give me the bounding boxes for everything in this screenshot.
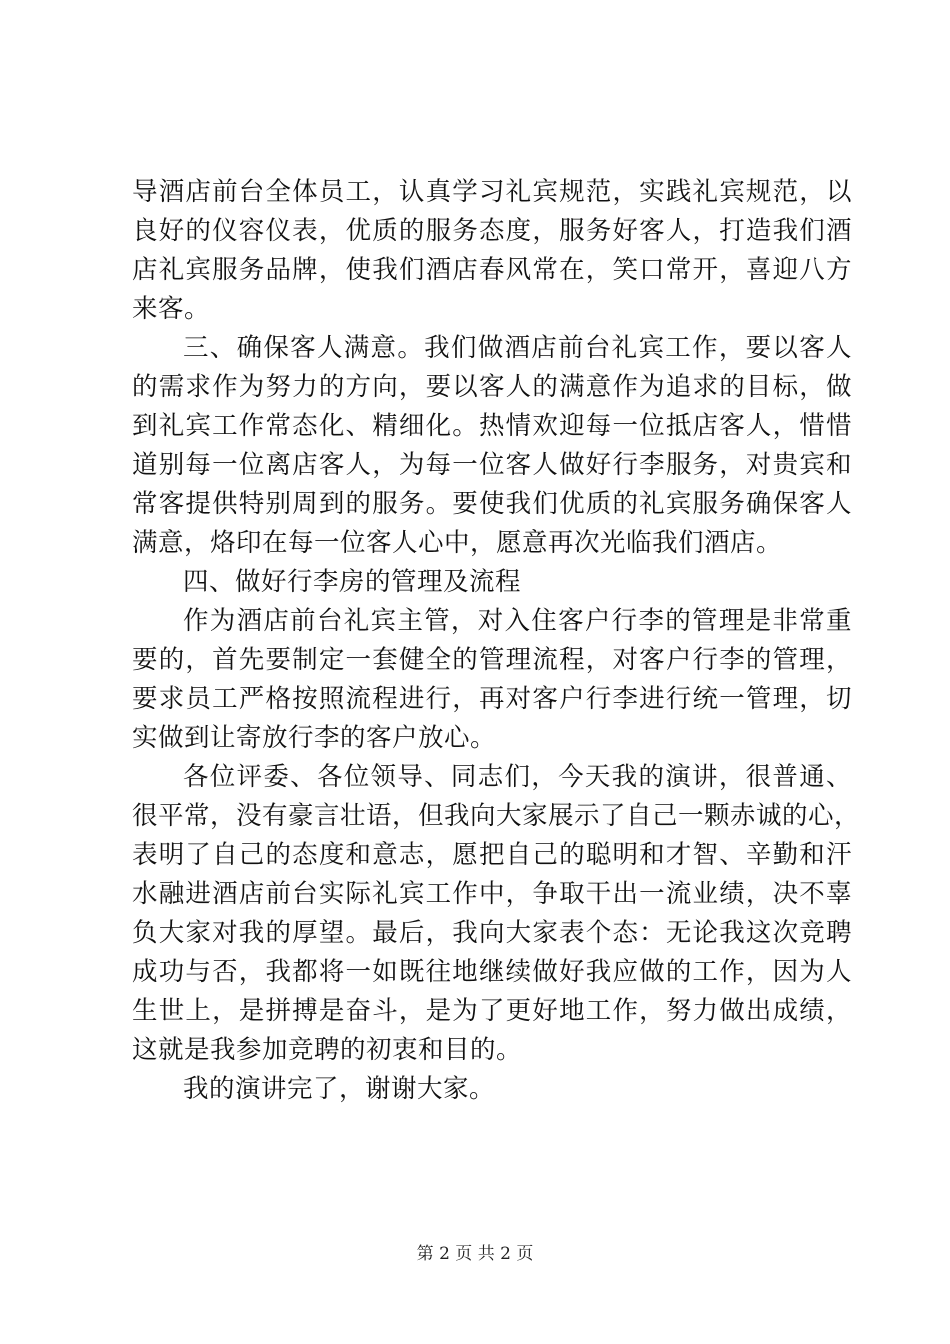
- text-line: 的需求作为努力的方向，要以客人的满意作为追求的目标，做: [132, 372, 852, 402]
- section-heading: 四、做好行李房的管理及流程: [183, 567, 522, 597]
- document-body: [132, 173, 861, 1109]
- page-number-footer: 第 2 页 共 2 页: [416, 1244, 534, 1264]
- text-line: 这就是我参加竞聘的初衷和目的。: [132, 1035, 523, 1065]
- text-line: 很平常，没有豪言壮语，但我向大家展示了自己一颗赤诚的心，: [132, 801, 861, 831]
- text-line: 要求员工严格按照流程进行，再对客户行李进行统一管理，切: [132, 684, 852, 714]
- text-line: 常客提供特别周到的服务。要使我们优质的礼宾服务确保客人: [132, 489, 852, 519]
- text-line: 店礼宾服务品牌，使我们酒店春风常在，笑口常开，喜迎八方: [132, 255, 852, 285]
- text-line: 水融进酒店前台实际礼宾工作中，争取干出一流业绩，决不辜: [132, 879, 852, 909]
- text-line: 成功与否，我都将一如既往地继续做好我应做的工作，因为人: [132, 957, 852, 987]
- text-line: 到礼宾工作常态化、精细化。热情欢迎每一位抵店客人，惜惜: [132, 411, 852, 441]
- paragraph-start-line: 作为酒店前台礼宾主管，对入住客户行李的管理是非常重: [183, 606, 852, 636]
- text-line: 导酒店前台全体员工，认真学习礼宾规范，实践礼宾规范，以: [132, 177, 852, 207]
- text-line: 满意，烙印在每一位客人心中，愿意再次光临我们酒店。: [132, 528, 783, 558]
- text-line: 实做到让寄放行李的客户放心。: [132, 723, 497, 753]
- text-line: 道别每一位离店客人，为每一位客人做好行李服务，对贵宾和: [132, 450, 852, 480]
- text-line: 生世上，是拼搏是奋斗，是为了更好地工作，努力做出成绩，: [132, 996, 852, 1026]
- paragraph-start-line: 各位评委、各位领导、同志们，今天我的演讲，很普通、: [183, 762, 852, 792]
- text-line: 要的，首先要制定一套健全的管理流程，对客户行李的管理，: [132, 645, 852, 675]
- text-line: 表明了自己的态度和意志，愿把自己的聪明和才智、辛勤和汗: [132, 840, 852, 870]
- closing-line: 我的演讲完了，谢谢大家。: [183, 1074, 496, 1104]
- text-line: 负大家对我的厚望。最后，我向大家表个态：无论我这次竞聘: [132, 918, 852, 948]
- paragraph-start-line: 三、确保客人满意。我们做酒店前台礼宾工作，要以客人: [183, 333, 852, 363]
- text-line: 良好的仪容仪表，优质的服务态度，服务好客人，打造我们酒: [132, 216, 852, 246]
- text-line: 来客。: [132, 294, 211, 324]
